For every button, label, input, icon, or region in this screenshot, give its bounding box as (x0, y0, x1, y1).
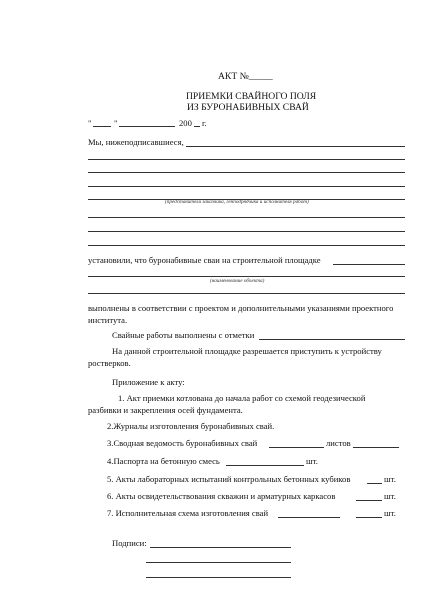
date-day-blank (93, 126, 111, 127)
appendix-item-3-unit: листов (326, 438, 351, 448)
appendix-item-2: 2.Журналы изготовления буронабивных свай. (107, 421, 275, 431)
blank-line (259, 339, 405, 340)
appendix-item-7-unit: шт. (384, 508, 396, 518)
appendix-label: Приложение к акту: (112, 377, 185, 387)
permit-line-1: На данной строительной площадке разрешается приступить к устройству (112, 346, 382, 356)
established-text: установили, что буронабивные сваи на строительной площадке (88, 255, 321, 265)
blank-line (269, 447, 324, 448)
date-suffix: г. (202, 118, 207, 128)
blank-line (333, 264, 405, 265)
signature-line (150, 547, 291, 548)
blank-line (88, 276, 405, 277)
appendix-item-5: 5. Акты лабораторных испытаний контрольных бетонных кубиков (107, 474, 351, 484)
appendix-item-1-line-1: 1. Акт приемки котлована до начала работ со схемой геодезической (118, 393, 366, 403)
signatures-label: Подписи: (112, 538, 147, 548)
pile-works-text: Свайные работы выполнены с отметки (112, 330, 255, 340)
title-line-1: ПРИЕМКИ СВАЙНОГО ПОЛЯ (186, 91, 317, 102)
date-year: 200 (179, 118, 192, 128)
performed-line-1: выполнены в соответствии с проектом и дополнительными указаниями проектного (88, 303, 394, 313)
blank-line (88, 217, 405, 218)
signature-line (146, 577, 291, 578)
blank-line (186, 146, 405, 147)
appendix-item-1-line-2: разбивки и закрепления осей фундамента. (88, 405, 243, 415)
blank-line (278, 517, 340, 518)
blank-line (88, 245, 405, 246)
act-number: АКТ №_____ (218, 71, 273, 82)
representatives-caption: (представители заказчика, генподрядчика и исполнителя работ) (165, 199, 309, 205)
blank-line (226, 465, 304, 466)
date-month-blank (119, 126, 175, 127)
blank-line (88, 172, 405, 173)
appendix-item-7: 7. Исполнительная схема изготовления свай (107, 508, 269, 518)
signature-line (146, 562, 291, 563)
we-undersigned-label: Мы, нижеподписавшиеся, (88, 137, 184, 147)
blank-line (367, 483, 382, 484)
date-close-quote: " (114, 118, 118, 128)
blank-line (88, 186, 405, 187)
blank-line (356, 500, 382, 501)
blank-line (88, 293, 405, 294)
date-open-quote: " (88, 118, 92, 128)
title-line-2: ИЗ БУРОНАБИВНЫХ СВАЙ (187, 102, 309, 113)
appendix-item-3: 3.Сводная ведомость буронабивных свай (107, 438, 258, 448)
date-year-blank (194, 126, 200, 127)
permit-line-2: ростверков. (88, 358, 131, 368)
blank-line (353, 447, 399, 448)
appendix-item-4: 4.Паспорта на бетонную смесь (107, 456, 220, 466)
appendix-item-5-unit: шт. (384, 474, 396, 484)
blank-line (88, 159, 405, 160)
blank-line (356, 517, 382, 518)
object-caption: (наименование объекта) (210, 278, 265, 284)
appendix-item-6-unit: шт. (384, 491, 396, 501)
appendix-item-6: 6. Акты освидетельствования скважин и арматурных каркасов (107, 491, 336, 501)
blank-line (88, 231, 405, 232)
performed-line-2: института. (88, 315, 128, 325)
appendix-item-4-unit: шт. (306, 456, 318, 466)
